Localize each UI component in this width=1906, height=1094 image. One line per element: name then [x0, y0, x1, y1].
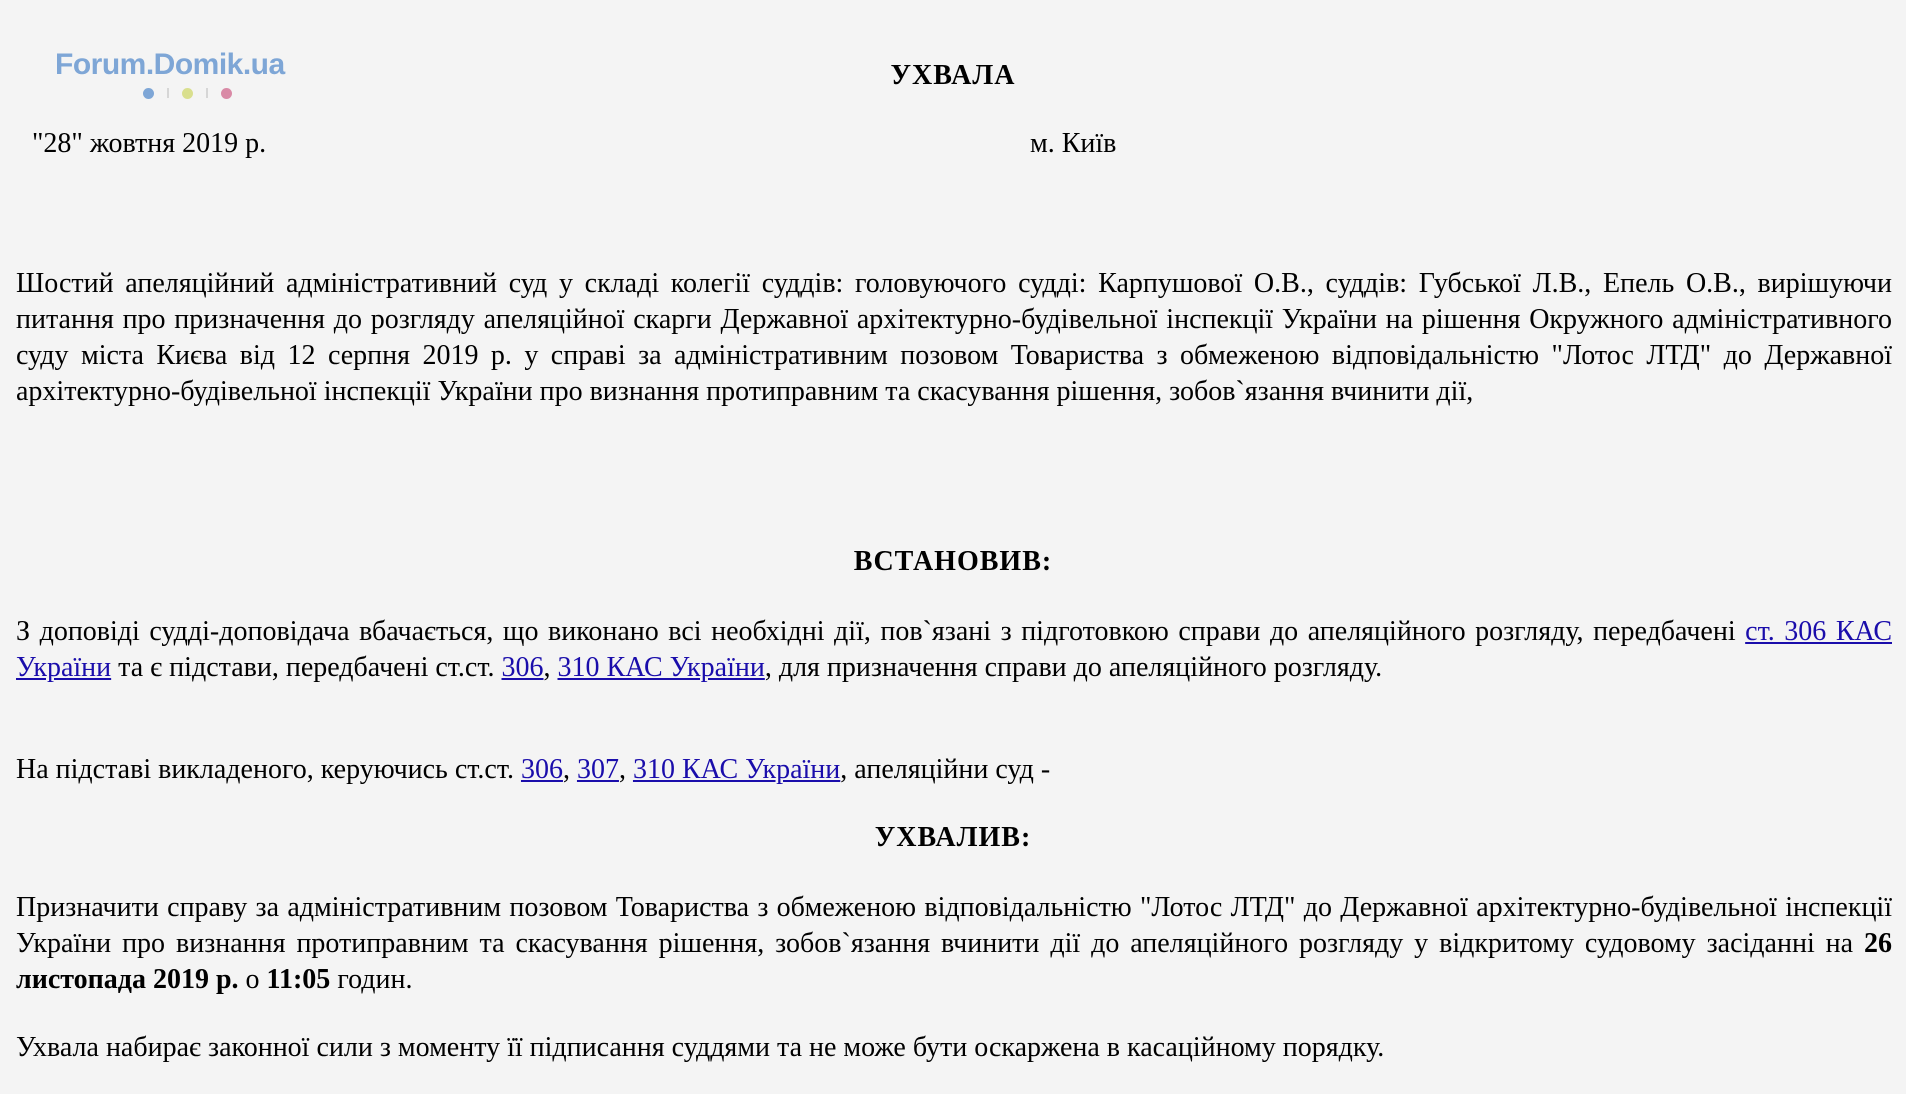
- hearing-time: 11:05: [266, 964, 331, 995]
- established-sep: ,: [543, 652, 558, 683]
- logo-text: Forum.Domik.ua: [55, 48, 285, 81]
- document-city: м. Київ: [1030, 128, 1117, 159]
- grounds-text-2: , апеляційни суд -: [840, 754, 1051, 785]
- established-text-3: , для призначення справи до апеляційного розгляду.: [764, 652, 1383, 683]
- established-text-2: та є підстави, передбачені ст.ст.: [111, 652, 502, 683]
- established-text-1: З доповіді судді-доповідача вбачається, що виконано всі необхідні дії, пов`язані з підготовкою справи до апеляційного розгляду, передбачені: [16, 616, 1746, 647]
- law-link-310[interactable]: 310 КАС України: [632, 754, 841, 785]
- grounds-sep: ,: [562, 754, 577, 785]
- hearing-date: 26 листопада 2019 р.: [16, 928, 1892, 995]
- decided-heading: УХВАЛИВ:: [874, 822, 1032, 853]
- decided-text-3: годин.: [330, 964, 413, 995]
- decided-paragraph: [16, 890, 1892, 998]
- law-link-306[interactable]: 306: [501, 652, 544, 683]
- document-title: УХВАЛА: [890, 60, 1016, 91]
- decided-text-1: Призначити справу за адміністративним позовом Товариства з обмеженою відповідальністю "Лотос ЛТД" до Державної архітектурно-будівельної інспекції України про визнання протиправним та скасування рішення, зобов`язання вчинити дії до апеляційного розгляду у відкритому судовому засіданні на: [16, 892, 1892, 959]
- decided-text-2: о: [238, 964, 267, 995]
- law-link-310[interactable]: 310 КАС України: [557, 652, 765, 683]
- document-date: "28" жовтня 2019 р.: [32, 128, 267, 159]
- effect-paragraph: Ухвала набирає законної сили з моменту її підписання суддями та не може бути оскаржена в касаційному порядку.: [16, 1032, 1385, 1063]
- established-heading: ВСТАНОВИВ:: [853, 546, 1053, 577]
- grounds-sep: ,: [618, 754, 633, 785]
- established-paragraph: [16, 614, 1892, 686]
- grounds-text-1: На підставі викладеного, керуючись ст.ст.: [16, 754, 521, 785]
- law-link-307[interactable]: 307: [576, 754, 619, 785]
- law-link-art-306[interactable]: ст. 306 КАС України: [16, 616, 1892, 683]
- grounds-paragraph: [16, 752, 1892, 788]
- law-link-306[interactable]: 306: [520, 754, 563, 785]
- intro-paragraph: Шостий апеляційний адміністративний суд у складі колегії суддів: головуючого судді: Карпушової О.В., суддів: Губської Л.В., Епель О.В., вирішуючи питання про призначення до розгляду апеляційної скарги Державної архітектурно-будівельної інспекції України на рішення Окружного адміністративного суду міста Києва від 12 серпня 2019 р. у справі за адміністративним позовом Товариства з обмеженою відповідальністю "Лотос ЛТД" до Державної архітектурно-будівельної інспекції України про визнання протиправним та скасування рішення, зобов`язання вчинити дії,: [16, 268, 1892, 407]
